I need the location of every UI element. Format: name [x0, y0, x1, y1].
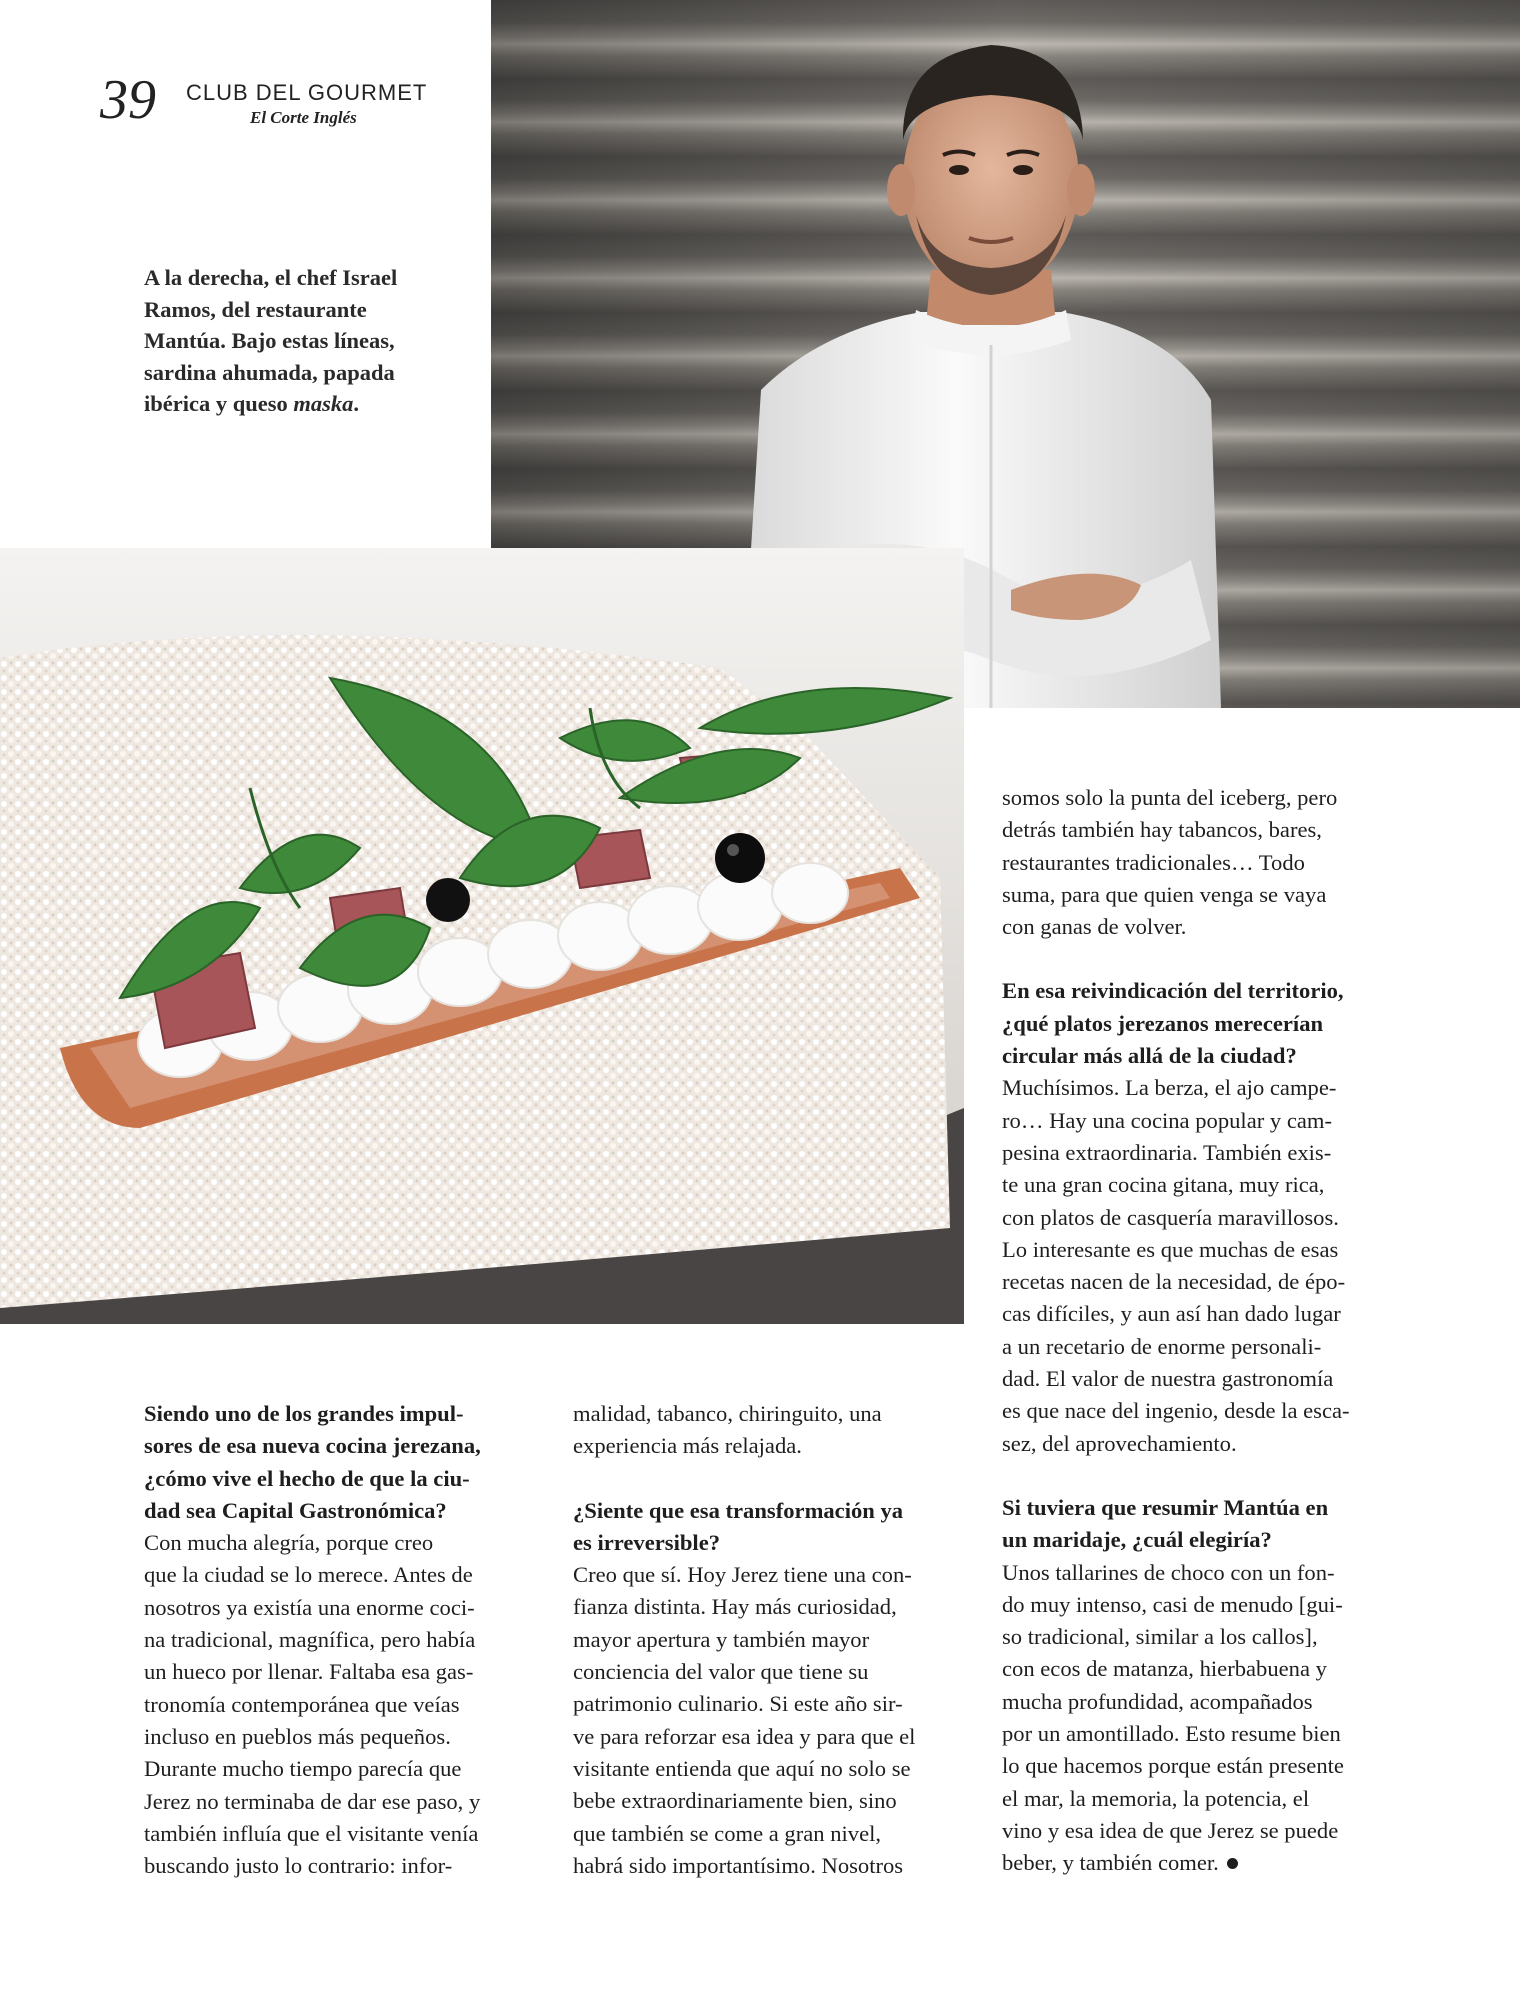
paragraph-gap: [573, 1463, 963, 1495]
question-line: es irreversible?: [573, 1529, 721, 1555]
answer-line: con platos de casquería maravillosos.: [1002, 1204, 1339, 1230]
article-column-3: [1002, 782, 1398, 1880]
answer-line: Unos tallarines de choco con un fon-: [1002, 1559, 1335, 1585]
answer-line: ve para reforzar esa idea y para que el: [573, 1723, 916, 1749]
answer-line: suma, para que quien venga se vaya: [1002, 881, 1327, 907]
answer-line: Durante mucho tiempo parecía que: [144, 1756, 462, 1782]
answer-line: beber, y también comer.: [1002, 1847, 1398, 1879]
answer-line: recetas nacen de la necesidad, de épo-: [1002, 1269, 1346, 1295]
question-line: ¿cómo vive el hecho de que la ciu-: [144, 1465, 470, 1491]
answer-line: a un recetario de enorme personali-: [1002, 1333, 1322, 1359]
answer-line: conciencia del valor que tiene su: [573, 1659, 869, 1685]
answer-line: pesina extraordinaria. También exis-: [1002, 1139, 1332, 1165]
answer-line: Creo que sí. Hoy Jerez tiene una con-: [573, 1562, 912, 1588]
answer-line: te una gran cocina gitana, muy rica,: [1002, 1172, 1325, 1198]
brand-logo: El Corte Inglés: [250, 108, 357, 127]
answer-line: también influía que el visitante venía: [144, 1820, 479, 1846]
paragraph-gap: [1002, 943, 1398, 975]
question-line: sores de esa nueva cocina jerezana,: [144, 1433, 481, 1459]
answer-line: na tradicional, magnífica, pero había: [144, 1627, 476, 1653]
question-line: Si tuviera que resumir Mantúa en: [1002, 1494, 1329, 1520]
answer-line: el mar, la memoria, la potencia, el: [1002, 1785, 1310, 1811]
article-column-2: [573, 1398, 963, 1882]
answer-line: patrimonio culinario. Si este año sir-: [573, 1691, 903, 1717]
answer-line: un hueco por llenar. Faltaba esa gas-: [144, 1659, 474, 1685]
answer-line: es que nace del ingenio, desde la esca-: [1002, 1398, 1350, 1424]
answer-line: malidad, tabanco, chiringuito, una: [573, 1401, 882, 1426]
answer-line: nosotros ya existía una enorme coci-: [144, 1594, 475, 1620]
article-column-1: [144, 1398, 534, 1882]
page-number: 39: [100, 69, 156, 131]
question-line: dad sea Capital Gastronómica?: [144, 1497, 447, 1523]
dish-photo: [0, 548, 964, 1324]
answer-line: sez, del aprovechamiento.: [1002, 1430, 1237, 1456]
answer-line: visitante entienda que aquí no solo se: [573, 1755, 911, 1781]
answer-line: experiencia más relajada.: [573, 1433, 802, 1459]
end-mark-icon: [1227, 1858, 1238, 1869]
answer-line: so tradicional, similar a los callos],: [1002, 1624, 1318, 1650]
question-line: circular más allá de la ciudad?: [1002, 1043, 1297, 1069]
answer-line: mayor apertura y también mayor: [573, 1626, 870, 1652]
photo-caption: [144, 262, 404, 420]
answer-line: do muy intenso, casi de menudo [gui-: [1002, 1591, 1343, 1617]
answer-line: mucha profundidad, acompañados: [1002, 1688, 1313, 1714]
caption-italic: maska: [293, 391, 354, 416]
answer-line: con ganas de volver.: [1002, 914, 1187, 940]
answer-line: fianza distinta. Hay más curiosidad,: [573, 1594, 897, 1620]
answer-line: Con mucha alegría, porque creo: [144, 1530, 434, 1556]
answer-line: que la ciudad se lo merece. Antes de: [144, 1562, 473, 1588]
question-line: Siendo uno de los grandes impul-: [144, 1401, 464, 1426]
answer-line: bebe extraordinariamente bien, sino: [573, 1788, 897, 1814]
answer-line: cas difíciles, y aun así han dado lugar: [1002, 1301, 1341, 1327]
answer-line: que también se come a gran nivel,: [573, 1820, 882, 1846]
answer-line: ro… Hay una cocina popular y cam-: [1002, 1107, 1332, 1133]
answer-line: Lo interesante es que muchas de esas: [1002, 1236, 1339, 1262]
answer-line: lo que hacemos porque están presente: [1002, 1753, 1344, 1779]
answer-line: vino y esa idea de que Jerez se puede: [1002, 1817, 1339, 1843]
question-line: En esa reivindicación del territorio,: [1002, 978, 1344, 1004]
question-line: un maridaje, ¿cuál elegiría?: [1002, 1527, 1272, 1553]
answer-line: Muchísimos. La berza, el ajo campe-: [1002, 1075, 1337, 1101]
answer-line: tronomía contemporánea que veías: [144, 1691, 460, 1717]
dish-illustration: [0, 548, 964, 1324]
answer-line: restaurantes tradicionales… Todo: [1002, 849, 1305, 875]
answer-line: buscando justo lo contrario: infor-: [144, 1853, 453, 1879]
answer-line: por un amontillado. Esto resume bien: [1002, 1721, 1341, 1747]
magazine-title: CLUB DEL GOURMET: [186, 80, 428, 105]
question-line: ¿qué platos jerezanos merecerían: [1002, 1010, 1324, 1036]
answer-line: dad. El valor de nuestra gastronomía: [1002, 1366, 1334, 1392]
question-line: ¿Siente que esa transformación ya: [573, 1497, 904, 1523]
answer-line: somos solo la punta del iceberg, pero: [1002, 785, 1338, 810]
answer-line: con ecos de matanza, hierbabuena y: [1002, 1656, 1327, 1682]
answer-line: incluso en pueblos más pequeños.: [144, 1723, 451, 1749]
answer-line: Jerez no terminaba de dar ese paso, y: [144, 1788, 481, 1814]
paragraph-gap: [1002, 1460, 1398, 1492]
answer-line: detrás también hay tabancos, bares,: [1002, 817, 1322, 843]
caption-end: .: [353, 391, 360, 416]
caption-text: A la derecha, el chef Israel Ramos, del restaurante Mantúa. Bajo estas líneas, sardina ahumada, papada ibérica y queso: [144, 265, 398, 416]
answer-line: habrá sido importantísimo. Nosotros: [573, 1852, 904, 1878]
